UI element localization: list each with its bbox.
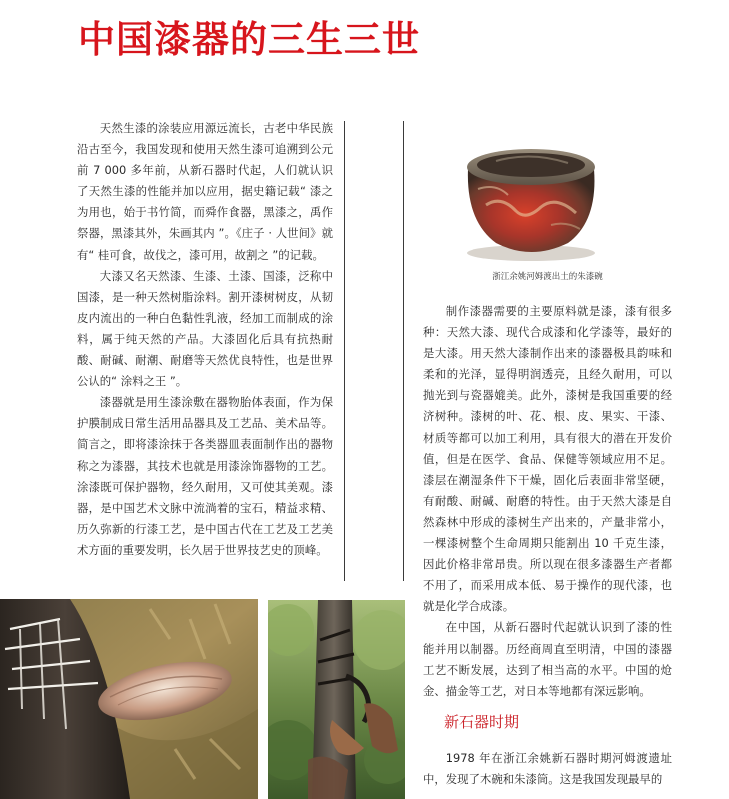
paragraph: 1978 年在浙江余姚新石器时期河姆渡遗址中，发现了木碗和朱漆筒。这是我国发现最早的: [423, 751, 672, 787]
lacquer-bowl-photo: [456, 125, 606, 265]
photo-caption: 浙江余姚河姆渡出土的朱漆碗: [492, 272, 603, 282]
lacquer-tapping-photo: [0, 599, 258, 799]
left-column: [77, 118, 333, 561]
paragraph: 在中国，从新石器时代起就认识到了漆的性能并用以制器。历经商周直至明清，中国的漆器工艺不断发展，达到了相当高的水平。中国的炝金、描金等工艺，对日本等地都有深远影响。: [423, 620, 672, 698]
paragraph: 漆器就是用生漆涂敷在器物胎体表面，作为保护膜制成日常生活用品器具及工艺品、美术品等。简言之，即将漆涂抹于各类器皿表面制作出的器物称之为漆器，其技术也就是用漆涂饰器物的工艺。涂漆既可保护器物，经久耐用，又可使其美观。漆器，是中国艺术文脉中流淌着的宝石，精益求精、历久弥新的行漆工艺，是中国古代在工艺及工艺美术方面的重要发明，长久居于世界技艺史的顶峰。: [77, 395, 333, 557]
column-divider-left: [344, 121, 345, 581]
lacquer-harvest-photo: [268, 600, 405, 799]
paragraph: 天然生漆的涂装应用源远流长，古老中华民族沿古至今，我国发现和使用天然生漆可追溯到公元前 7 000 多年前，从新石器时代起，人们就认识了天然生漆的性能并加以应用，据史籍记载“ 漆之为用也，始于书竹简，而舜作食器，黑漆之，禹作祭器，黑漆其外，朱画其内 ”。《庄子 · 人世间》就有“ 桂可食，故伐之，漆可用，故割之 ”的记载。: [77, 121, 333, 262]
section-heading: 新石器时期: [444, 713, 520, 731]
section-body: [423, 748, 672, 790]
page-title: 中国漆器的三生三世: [78, 18, 420, 61]
column-divider-right: [403, 121, 404, 581]
paragraph: 制作漆器需要的主要原料就是漆，漆有很多种：天然大漆、现代合成漆和化学漆等，最好的是大漆。用天然大漆制作出来的漆器极具韵味和柔和的光泽，显得明润透亮，且经久耐用，可以抛光到与瓷器媲美。此外，漆树是我国重要的经济树种。漆树的叶、花、根、皮、果实、干漆、材质等都可以加工利用，具有很大的潜在开发价值，但是在医学、食品、保健等领域应用不足。漆层在潮湿条件下干燥，固化后表面非常坚硬，有耐酸、耐碱、耐磨的特性。由于天然大漆是自然森林中形成的漆树生产出来的，产量非常小，一棵漆树整个生命周期只能割出 10 千克生漆，因此价格非常昂贵。所以现在很多漆器生产者都不用了，而采用成本低、易于操作的现代漆，也就是化学合成漆。: [423, 304, 672, 614]
right-column: [423, 301, 672, 702]
paragraph: 大漆又名天然漆、生漆、土漆、国漆，泛称中国漆，是一种天然树脂涂料。割开漆树树皮，从韧皮内流出的一种白色黏性乳液，经加工而制成的涂料，属于纯天然的产品。大漆固化后具有抗热耐酸、耐碱、耐潮、耐磨等天然优良特性，也是世界公认的“ 涂料之王 ”。: [77, 268, 333, 389]
